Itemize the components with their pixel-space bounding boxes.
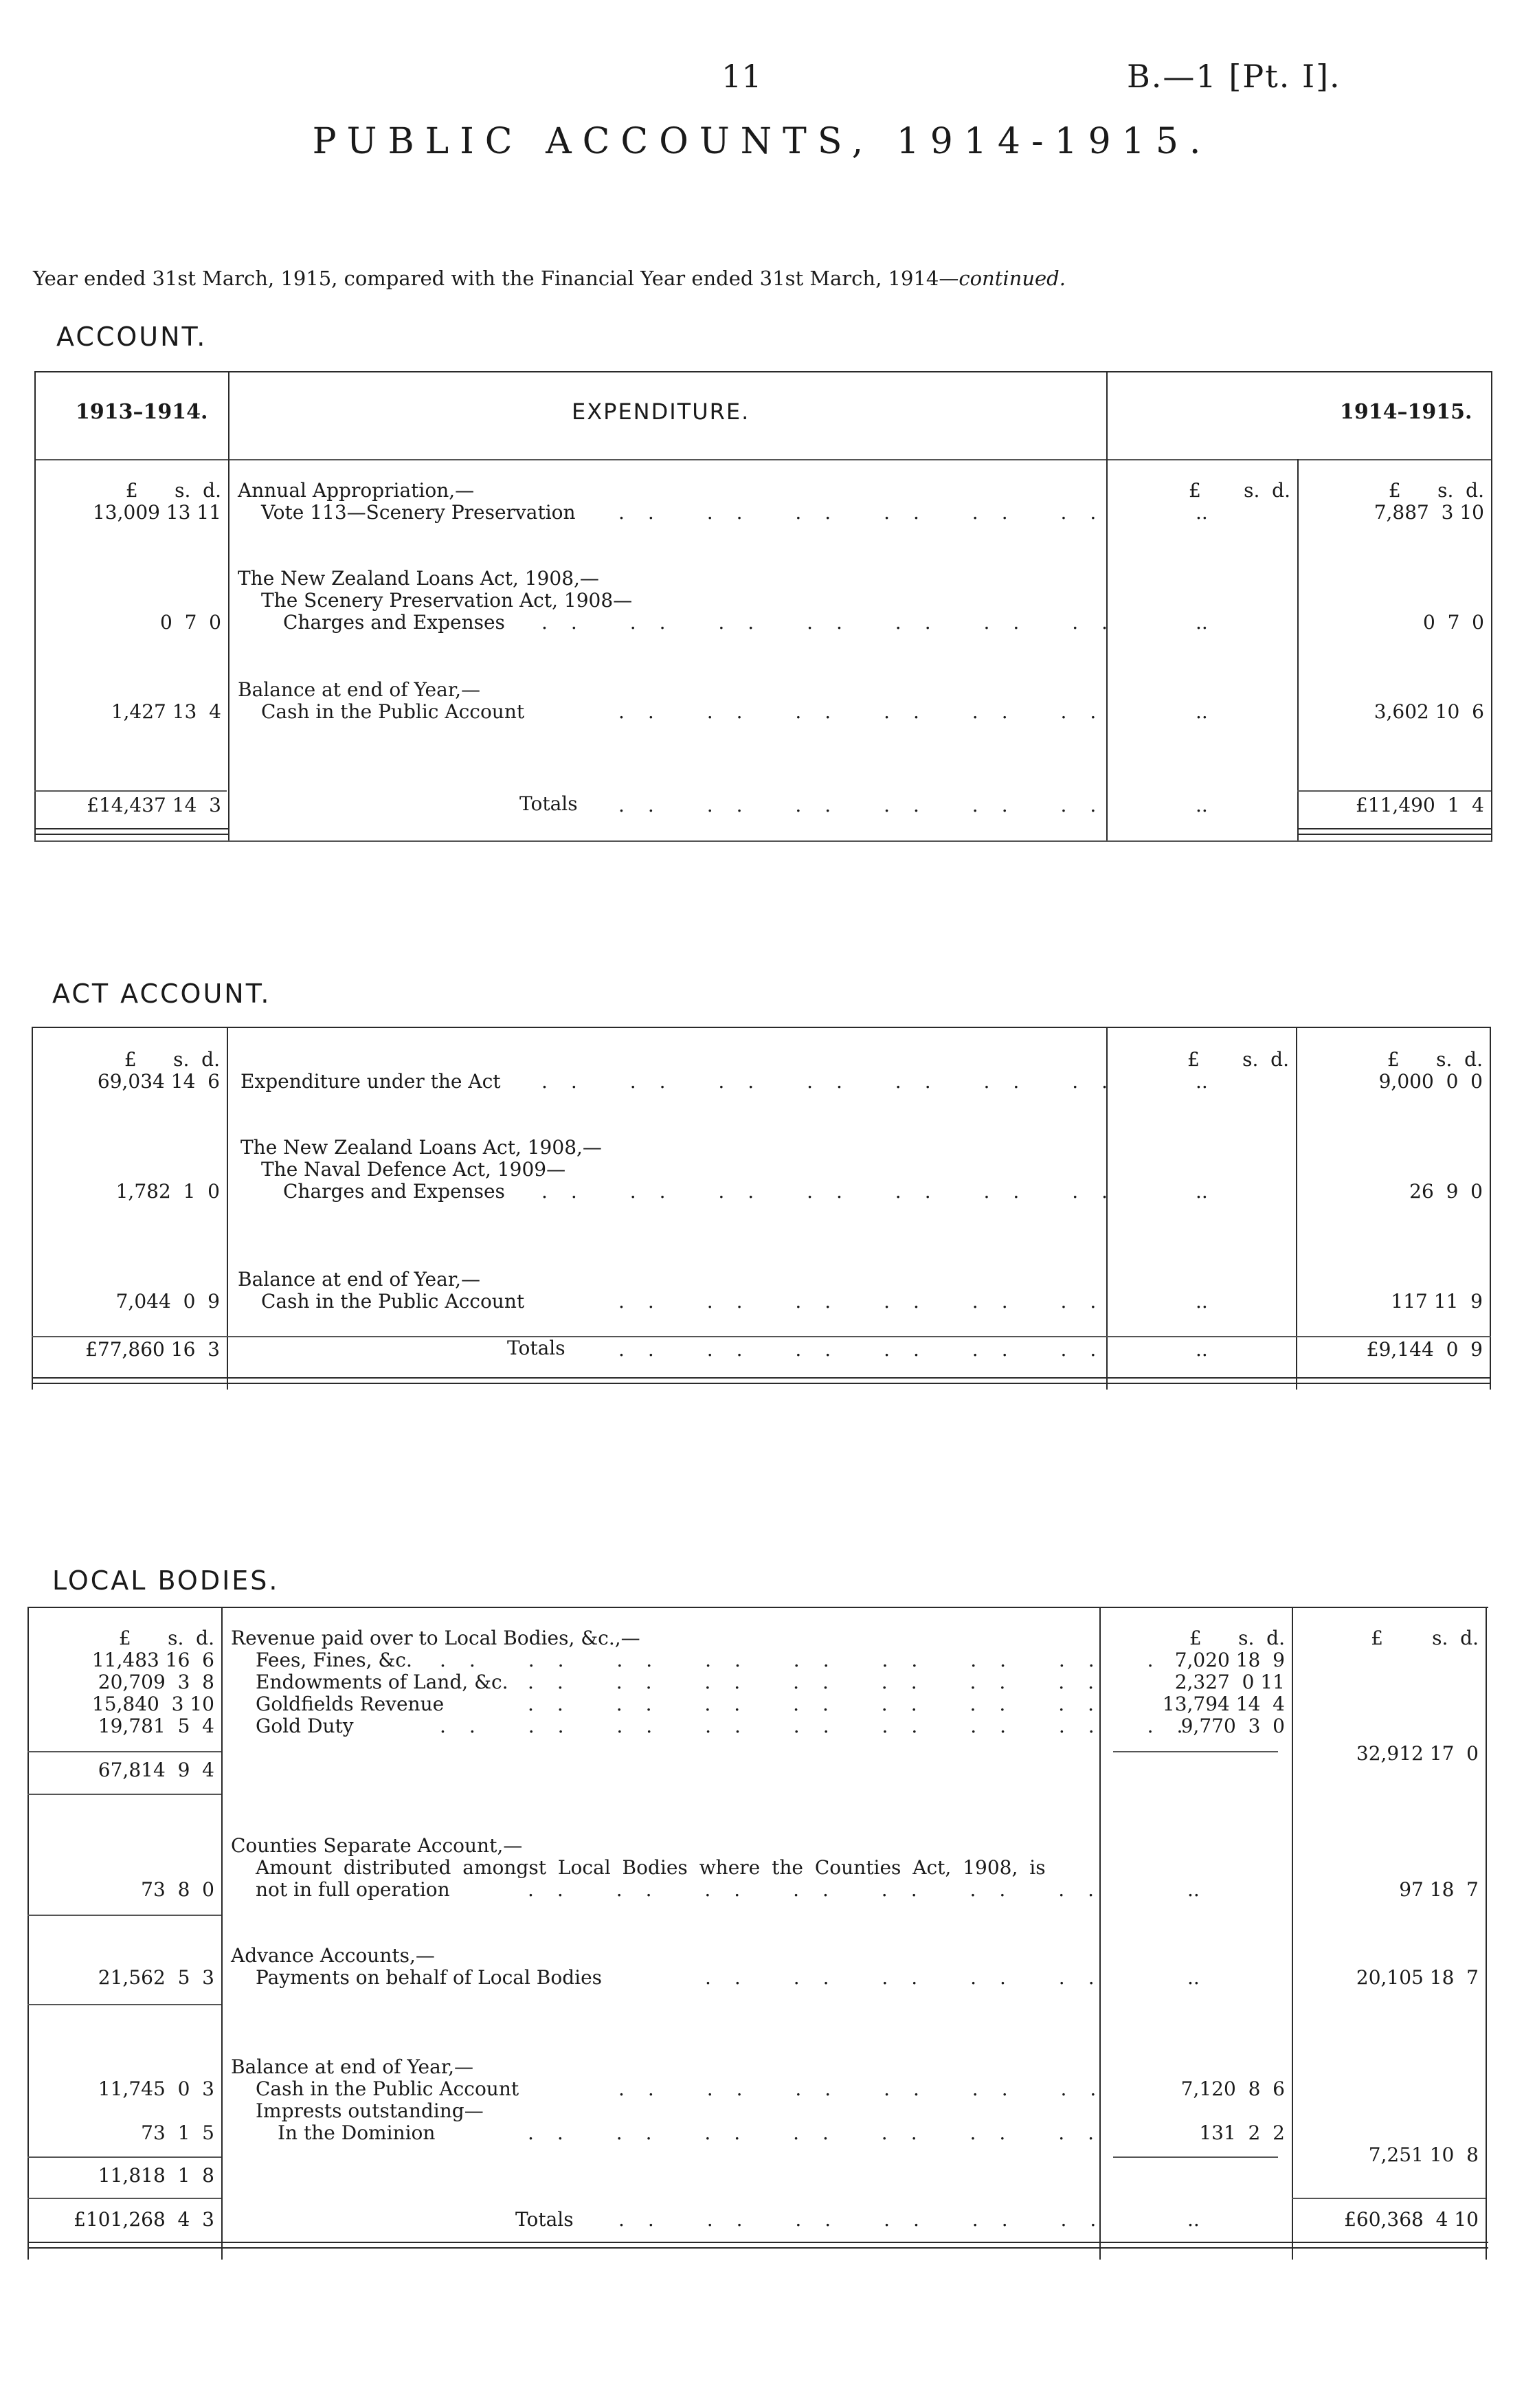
value-1913: 73 1 5 — [141, 2121, 214, 2144]
value-1913: 19,781 5 4 — [98, 1715, 214, 1737]
leader-dots: .. .. .. .. .. .. — [618, 700, 1120, 723]
section3-title: LOCAL BODIES. — [52, 1565, 280, 1596]
leader-dots: .. .. .. .. .. .. — [618, 501, 1120, 524]
value-1913: 7,044 0 9 — [115, 1290, 220, 1313]
value-mid: .. — [1196, 1290, 1208, 1313]
total-mid: .. — [1187, 2208, 1200, 2231]
value-1915: 117 11 9 — [1391, 1290, 1483, 1313]
revenue-head: Revenue paid over to Local Bodies, &c.,— — [231, 1627, 640, 1649]
value-1915: 97 18 7 — [1399, 1878, 1479, 1901]
value-1913: 21,562 5 3 — [98, 1966, 214, 1989]
value-1915: 9,000 0 0 — [1378, 1070, 1483, 1093]
row-head: The New Zealand Loans Act, 1908,— — [240, 1136, 602, 1159]
currency-header-mid: £ s. d. — [1187, 1048, 1289, 1071]
row-subhead: The Naval Defence Act, 1909— — [261, 1158, 566, 1181]
leader-dots: .. .. .. .. .. .. .. — [541, 1180, 1132, 1203]
value-1913: 20,709 3 8 — [98, 1671, 214, 1693]
leader-dots: .. .. .. .. .. .. — [618, 794, 1120, 816]
balance-head: Balance at end of Year,— — [231, 2055, 474, 2078]
value-mid: .. — [1196, 700, 1208, 723]
value-mid: 9,770 3 0 — [1180, 1715, 1285, 1737]
value-1913: 73 8 0 — [141, 1878, 214, 1901]
revenue-subtotal-1913: 67,814 9 4 — [98, 1759, 214, 1781]
leader-dots: .. .. .. .. .. — [705, 1966, 1118, 1989]
value-1915: 3,602 10 6 — [1374, 700, 1484, 723]
row-head: Annual Appropriation,— — [238, 479, 475, 502]
value-mid: .. — [1196, 501, 1208, 524]
total-1915: £11,490 1 4 — [1355, 794, 1484, 816]
totals-label: Totals — [507, 1337, 565, 1359]
value-mid: .. — [1187, 1966, 1200, 1989]
leader-dots: .. .. .. .. .. .. .. — [528, 2121, 1118, 2144]
value-1913: 1,782 1 0 — [115, 1180, 220, 1203]
value-mid: .. — [1196, 1180, 1208, 1203]
total-1913: £14,437 14 3 — [87, 794, 221, 816]
row-label: Charges and Expenses — [283, 611, 505, 634]
page-number: 11 — [721, 58, 762, 95]
counties-label-line2: not in full operation — [256, 1878, 450, 1901]
balance-subtotal-1913: 11,818 1 8 — [98, 2164, 214, 2187]
row-label: Fees, Fines, &c. — [256, 1649, 412, 1671]
currency-header-prev: £ s. d. — [125, 479, 221, 502]
col-header-1913: 1913–1914. — [76, 400, 208, 424]
total-1915: £9,144 0 9 — [1366, 1338, 1483, 1361]
row-label: Cash in the Public Account — [261, 700, 525, 723]
leader-dots: .. .. .. .. .. .. .. — [528, 1693, 1118, 1715]
value-1913: 0 7 0 — [159, 611, 221, 634]
value-mid: .. — [1196, 1070, 1208, 1093]
row-head: Balance at end of Year,— — [238, 678, 481, 701]
value-1915: 7,887 3 10 — [1374, 501, 1484, 524]
currency-header-mid: £ s. d. — [1188, 479, 1290, 502]
value-mid: .. — [1196, 611, 1208, 634]
page-title: PUBLIC ACCOUNTS, 1914-1915. — [312, 121, 1212, 162]
total-1915: £60,368 4 10 — [1344, 2208, 1479, 2231]
col-header-1915: 1914–1915. — [1340, 400, 1472, 424]
leader-dots: .. .. .. .. .. .. .. — [528, 1671, 1118, 1693]
counties-head: Counties Separate Account,— — [231, 1834, 523, 1857]
subheading-main: Year ended 31st March, 1915, compared with the Financial Year ended 31st March, 1914— — [33, 267, 959, 290]
value-mid: 13,794 14 4 — [1162, 1693, 1285, 1715]
section2-title: ACT ACCOUNT. — [52, 979, 271, 1009]
value-1913: 13,009 13 11 — [92, 501, 221, 524]
value-1913: 69,034 14 6 — [97, 1070, 220, 1093]
leader-dots: .. .. .. .. .. .. .. .. .. — [440, 1649, 1207, 1671]
section1-title: ACCOUNT. — [56, 322, 208, 352]
leader-dots: .. .. .. .. .. .. .. — [528, 1878, 1118, 1901]
currency-header-cur: £ s. d. — [1387, 1048, 1483, 1071]
imprests-head: Imprests outstanding— — [256, 2099, 484, 2122]
row-head: Balance at end of Year,— — [238, 1268, 481, 1291]
row-subhead: The Scenery Preservation Act, 1908— — [261, 589, 633, 612]
balance-total-1915: 7,251 10 8 — [1368, 2143, 1479, 2166]
advance-label: Payments on behalf of Local Bodies — [256, 1966, 603, 1989]
total-1913: £101,268 4 3 — [74, 2208, 214, 2231]
balance-cash-label: Cash in the Public Account — [256, 2077, 519, 2100]
leader-dots: .. .. .. .. .. .. — [618, 2208, 1120, 2231]
value-1913: 11,483 16 6 — [91, 1649, 214, 1671]
total-mid: .. — [1196, 1338, 1208, 1361]
value-mid: .. — [1187, 1878, 1200, 1901]
value-1913: 15,840 3 10 — [91, 1693, 214, 1715]
leader-dots: .. .. .. .. .. .. .. .. .. — [440, 1715, 1207, 1737]
page-reference: B.—1 [Pt. I]. — [1127, 58, 1341, 95]
value-mid: 2,327 0 11 — [1174, 1671, 1285, 1693]
value-mid: 7,120 8 6 — [1180, 2077, 1285, 2100]
totals-label: Totals — [519, 792, 578, 815]
value-1913: 1,427 13 4 — [111, 700, 221, 723]
row-label: Gold Duty — [256, 1715, 354, 1737]
col-header-expenditure: EXPENDITURE. — [572, 399, 750, 425]
row-head: The New Zealand Loans Act, 1908,— — [238, 567, 599, 590]
leader-dots: .. .. .. .. .. .. .. — [541, 1070, 1132, 1093]
value-1915: 26 9 0 — [1409, 1180, 1483, 1203]
leader-dots: .. .. .. .. .. .. .. — [541, 611, 1132, 634]
total-mid: .. — [1196, 794, 1208, 816]
row-label: Cash in the Public Account — [261, 1290, 525, 1313]
row-label: Goldfields Revenue — [256, 1693, 445, 1715]
leader-dots: .. .. .. .. .. .. — [618, 1290, 1120, 1313]
leader-dots: .. .. .. .. .. .. — [618, 2077, 1120, 2100]
currency-header-prev: £ s. d. — [118, 1627, 214, 1649]
currency-header-prev: £ s. d. — [124, 1048, 220, 1071]
row-label: Vote 113—Scenery Preservation — [261, 501, 576, 524]
currency-header-mid: £ s. d. — [1189, 1627, 1285, 1649]
leader-dots: .. .. .. .. .. .. — [618, 1338, 1120, 1361]
currency-header-cur: £ s. d. — [1371, 1627, 1479, 1649]
value-mid: 7,020 18 9 — [1174, 1649, 1285, 1671]
value-1915: 20,105 18 7 — [1356, 1966, 1479, 1989]
subheading — [33, 267, 1066, 290]
value-1913: 11,745 0 3 — [98, 2077, 214, 2100]
subheading-italic: continued. — [959, 267, 1066, 290]
imprests-label: In the Dominion — [278, 2121, 436, 2144]
value-mid: 131 2 2 — [1199, 2121, 1285, 2144]
row-label: Charges and Expenses — [283, 1180, 505, 1203]
totals-label: Totals — [515, 2208, 574, 2231]
counties-label-line1: Amount distributed amongst Local Bodies where the Counties Act, 1908, is — [256, 1856, 1046, 1879]
total-1913: £77,860 16 3 — [85, 1338, 220, 1361]
advance-head: Advance Accounts,— — [231, 1944, 435, 1967]
row-label: Expenditure under the Act — [240, 1070, 501, 1093]
row-label: Endowments of Land, &c. — [256, 1671, 508, 1693]
value-1915: 0 7 0 — [1422, 611, 1484, 634]
currency-header-cur: £ s. d. — [1388, 479, 1484, 502]
revenue-total-1915: 32,912 17 0 — [1356, 1742, 1479, 1765]
